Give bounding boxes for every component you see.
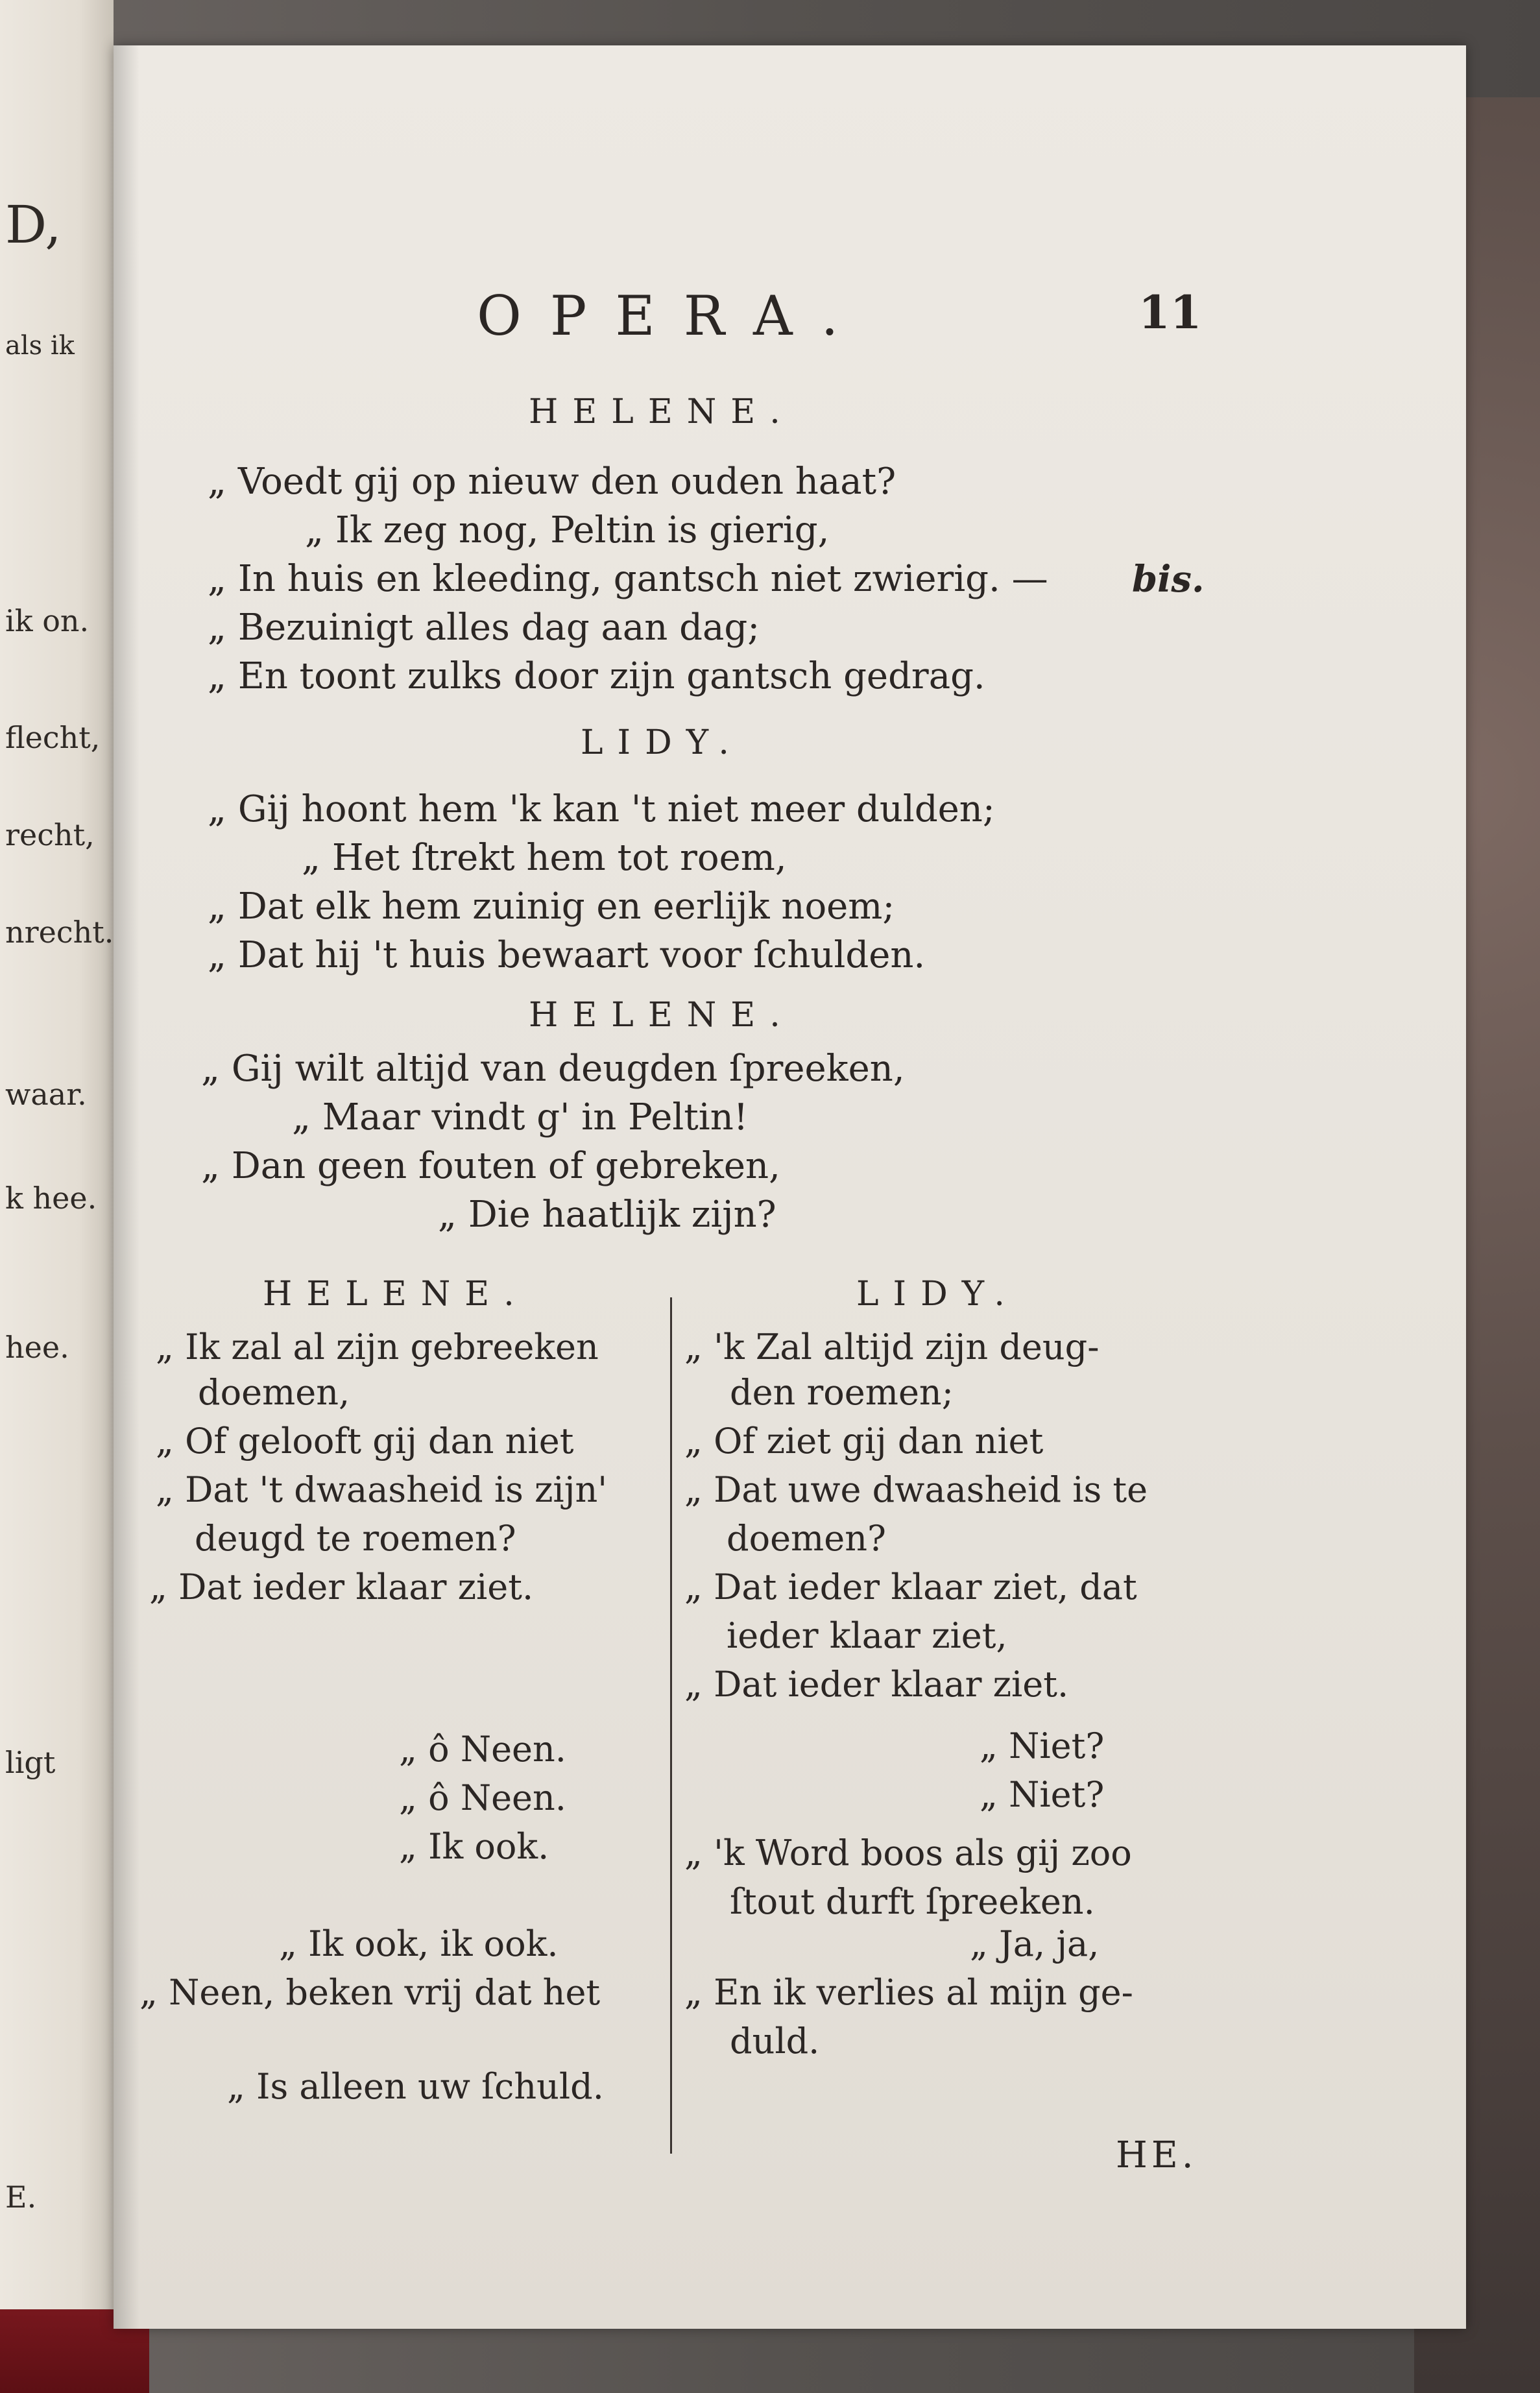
left-fragment: recht, [5, 817, 95, 852]
verse-line: den roemen; [730, 1372, 954, 1413]
verse-line: doemen? [727, 1518, 886, 1559]
speaker-name: LIDY. [856, 1275, 1019, 1314]
verse-line: „ Ja, ja, [970, 1923, 1100, 1964]
speaker-name: LIDY. [581, 723, 743, 762]
bis-marker: bis. [1132, 558, 1205, 601]
verse-line: „ Gij wilt altijd van deugden ſpreeken, [201, 1048, 905, 1090]
verse-line: „ Dat uwe dwaasheid is te [684, 1469, 1148, 1510]
page-number: 11 [1138, 285, 1202, 339]
left-fragment: hee. [5, 1330, 69, 1365]
left-fragment: E. [5, 2180, 37, 2215]
verse-line: „ Of gelooft gij dan niet [156, 1421, 574, 1461]
verse-line: „ Dat ieder klaar ziet. [684, 1664, 1069, 1705]
left-facing-page [0, 0, 114, 2309]
verse-line: „ Voedt gij op nieuw den ouden haat? [208, 461, 896, 503]
verse-line: „ Die haatlijk zijn? [438, 1194, 776, 1236]
left-fragment: nrecht. [5, 915, 114, 950]
verse-line: „ Dat elk hem zuinig en eerlijk noem; [208, 885, 895, 928]
verse-line: ieder klaar ziet, [727, 1615, 1007, 1656]
verse-line: doemen, [198, 1372, 350, 1413]
verse-line: „ 'k Zal altijd zijn deug- [684, 1327, 1100, 1367]
verse-line: „ Ik zal al zijn gebreeken [156, 1327, 599, 1367]
left-fragment: waar. [5, 1077, 87, 1112]
verse-line: „ Is alleen uw ſchuld. [227, 2066, 604, 2107]
page-header: OPERA. [477, 284, 867, 348]
left-fragment: k hee. [5, 1181, 97, 1216]
verse-line: „ Of ziet gij dan niet [684, 1421, 1044, 1461]
column-divider [670, 1297, 672, 2154]
speaker-name: HELENE. [529, 392, 795, 431]
left-fragment: D, [5, 195, 62, 255]
verse-line: „ Het ſtrekt hem tot roem, [302, 837, 787, 879]
left-fragment: ik on. [5, 603, 90, 638]
verse-line: „ Ik ook, ik ook. [279, 1923, 559, 1964]
speaker-name: HELENE. [529, 996, 795, 1035]
verse-line: „ Dat ieder klaar ziet, dat [684, 1567, 1137, 1607]
verse-line: „ Maar vindt g' in Peltin! [292, 1096, 749, 1138]
verse-line: „ ô Neen. [399, 1729, 566, 1770]
verse-line: „ Dat hij 't huis bewaart voor ſchulden. [208, 934, 926, 976]
verse-line: „ 'k Word boos als gij zoo [684, 1833, 1132, 1873]
verse-line: „ En ik verlies al mijn ge- [684, 1972, 1133, 2013]
verse-line: „ In huis en kleeding, gantsch niet zwierig. — [208, 558, 1048, 600]
verse-line: „ Dat ieder klaar ziet. [149, 1567, 534, 1607]
verse-line: deugd te roemen? [195, 1518, 516, 1559]
verse-line: „ En toont zulks door zijn gantsch gedrag. [208, 655, 985, 697]
book-page [114, 45, 1466, 2329]
page-fold-shadow [114, 45, 139, 2329]
verse-line: „ ô Neen. [399, 1777, 566, 1818]
speaker-name: HELENE. [263, 1275, 529, 1314]
verse-line: „ Gij hoont hem 'k kan 't niet meer dulden; [208, 788, 995, 830]
verse-line: „ Dan geen fouten of gebreken, [201, 1145, 780, 1187]
verse-line: „ Niet? [980, 1726, 1105, 1766]
verse-line: „ Ik zeg nog, Peltin is gierig, [305, 509, 830, 551]
verse-line: ſtout durft ſpreeken. [730, 1881, 1095, 1922]
verse-line: „ Neen, beken vrij dat het [139, 1972, 601, 2013]
left-fragment: flecht, [5, 720, 101, 755]
verse-line: duld. [730, 2021, 820, 2062]
catchword: HE. [1116, 2134, 1197, 2176]
verse-line: „ Dat 't dwaasheid is zijn' [156, 1469, 608, 1510]
verse-line: „ Ik ook. [399, 1826, 549, 1867]
left-fragment: als ik [5, 331, 75, 361]
verse-line: „ Bezuinigt alles dag aan dag; [208, 607, 760, 649]
verse-line: „ Niet? [980, 1774, 1105, 1815]
left-fragment: ligt [5, 1745, 56, 1780]
